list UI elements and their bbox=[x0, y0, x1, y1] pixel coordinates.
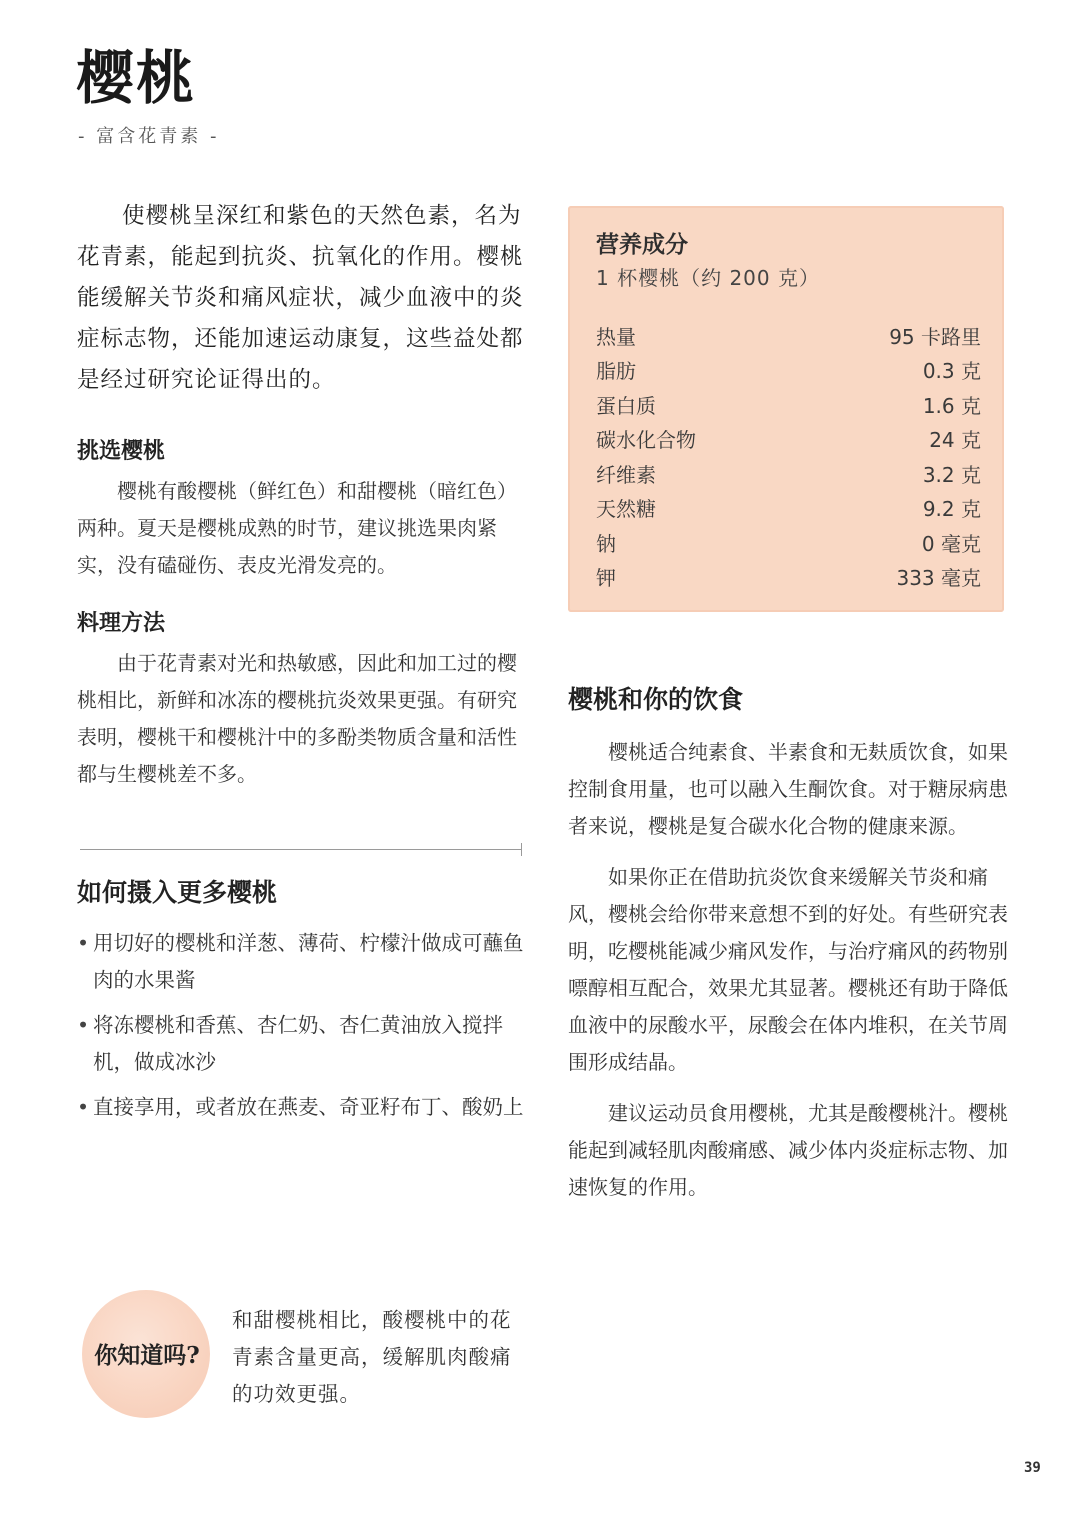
choose-section bbox=[77, 434, 527, 584]
list-item: • 用切好的樱桃和洋葱、薄荷、柠檬汁做成可蘸鱼肉的水果酱 bbox=[77, 925, 527, 999]
nutrient-name: 热量 bbox=[596, 324, 636, 349]
nutrient-value: 1.6 克 bbox=[922, 393, 981, 418]
table-row bbox=[596, 318, 981, 353]
list-item: • 将冻樱桃和香蕉、杏仁奶、杏仁黄油放入搅拌机，做成冰沙 bbox=[77, 1007, 527, 1081]
table-row bbox=[596, 491, 981, 526]
diet-heading: 樱桃和你的饮食 bbox=[568, 685, 744, 714]
choose-text: 樱桃有酸樱桃（鲜红色）和甜樱桃（暗红色）两种。夏天是樱桃成熟的时节，建议挑选果肉紧实，没有磕碰伤、表皮光滑发亮的。 bbox=[77, 479, 517, 577]
intro-paragraph: 使樱桃呈深红和紫色的天然色素，名为花青素，能起到抗炎、抗氧化的作用。樱桃能缓解关节炎和痛风症状，减少血液中的炎症标志物，还能加速运动康复，这些益处都是经过研究论证得出的。 bbox=[77, 203, 524, 393]
nutrient-value: 333 毫克 bbox=[896, 566, 981, 591]
nutrient-value: 3.2 克 bbox=[922, 462, 981, 487]
did-you-know-label: 你知道吗? bbox=[94, 1342, 200, 1369]
page-subtitle: - 富含花青素 - bbox=[78, 126, 220, 147]
cook-text: 由于花青素对光和热敏感，因此和加工过的樱桃相比，新鲜和冰冻的樱桃抗炎效果更强。有研究表明，樱桃干和樱桃汁中的多酚类物质含量和活性都与生樱桃差不多。 bbox=[77, 651, 517, 786]
nutrient-name: 蛋白质 bbox=[596, 393, 656, 418]
nutrient-name: 纤维素 bbox=[596, 462, 656, 487]
diet-paragraph: 樱桃适合纯素食、半素食和无麸质饮食，如果控制食用量，也可以融入生酮饮食。对于糖尿病患者来说，樱桃是复合碳水化合物的健康来源。 bbox=[568, 740, 1008, 838]
nutrient-value: 0 毫克 bbox=[921, 531, 981, 556]
cook-section bbox=[77, 606, 527, 793]
cook-heading: 料理方法 bbox=[77, 610, 166, 636]
table-row bbox=[596, 422, 981, 457]
diet-section bbox=[568, 680, 1008, 1206]
nutrition-table bbox=[596, 318, 981, 594]
table-row bbox=[596, 456, 981, 491]
nutrient-value: 9.2 克 bbox=[922, 497, 981, 522]
nutrition-title: 营养成分 bbox=[596, 231, 688, 258]
table-row bbox=[596, 525, 981, 560]
more-list bbox=[77, 925, 527, 1126]
table-row bbox=[596, 560, 981, 595]
page-number: 39 bbox=[1024, 1460, 1041, 1476]
diet-paragraph: 建议运动员食用樱桃，尤其是酸樱桃汁。樱桃能起到减轻肌肉酸痛感、减少体内炎症标志物、加速恢复的作用。 bbox=[568, 1101, 1008, 1199]
did-you-know-text: 和甜樱桃相比，酸樱桃中的花青素含量更高，缓解肌肉酸痛的功效更强。 bbox=[232, 1308, 512, 1406]
nutrient-name: 碳水化合物 bbox=[596, 428, 696, 453]
nutrient-name: 钾 bbox=[596, 566, 616, 591]
diet-paragraph: 如果你正在借助抗炎饮食来缓解关节炎和痛风，樱桃会给你带来意想不到的好处。有些研究表明，吃樱桃能减少痛风发作，与治疗痛风的药物别嘌醇相互配合，效果尤其显著。樱桃还有助于降低血液中的尿酸水平，尿酸会在体内堆积，在关节周围形成结晶。 bbox=[568, 865, 1008, 1074]
nutrient-value: 95 卡路里 bbox=[889, 324, 981, 349]
table-row bbox=[596, 353, 981, 388]
nutrient-value: 24 克 bbox=[929, 428, 981, 453]
nutrition-serving: 1 杯樱桃（约 200 克） bbox=[596, 266, 820, 290]
table-row bbox=[596, 387, 981, 422]
choose-heading: 挑选樱桃 bbox=[77, 438, 166, 464]
nutrient-name: 天然糖 bbox=[596, 497, 656, 522]
more-heading: 如何摄入更多樱桃 bbox=[77, 878, 278, 907]
nutrition-box bbox=[568, 206, 1004, 612]
nutrient-name: 脂肪 bbox=[596, 359, 636, 384]
list-item: • 直接享用，或者放在燕麦、奇亚籽布丁、酸奶上 bbox=[77, 1089, 527, 1126]
section-divider bbox=[80, 849, 522, 850]
nutrient-value: 0.3 克 bbox=[922, 359, 981, 384]
nutrient-name: 钠 bbox=[596, 531, 616, 556]
page-title: 樱桃 bbox=[76, 44, 197, 112]
more-section bbox=[77, 873, 527, 1134]
section-divider-tick bbox=[521, 843, 522, 856]
